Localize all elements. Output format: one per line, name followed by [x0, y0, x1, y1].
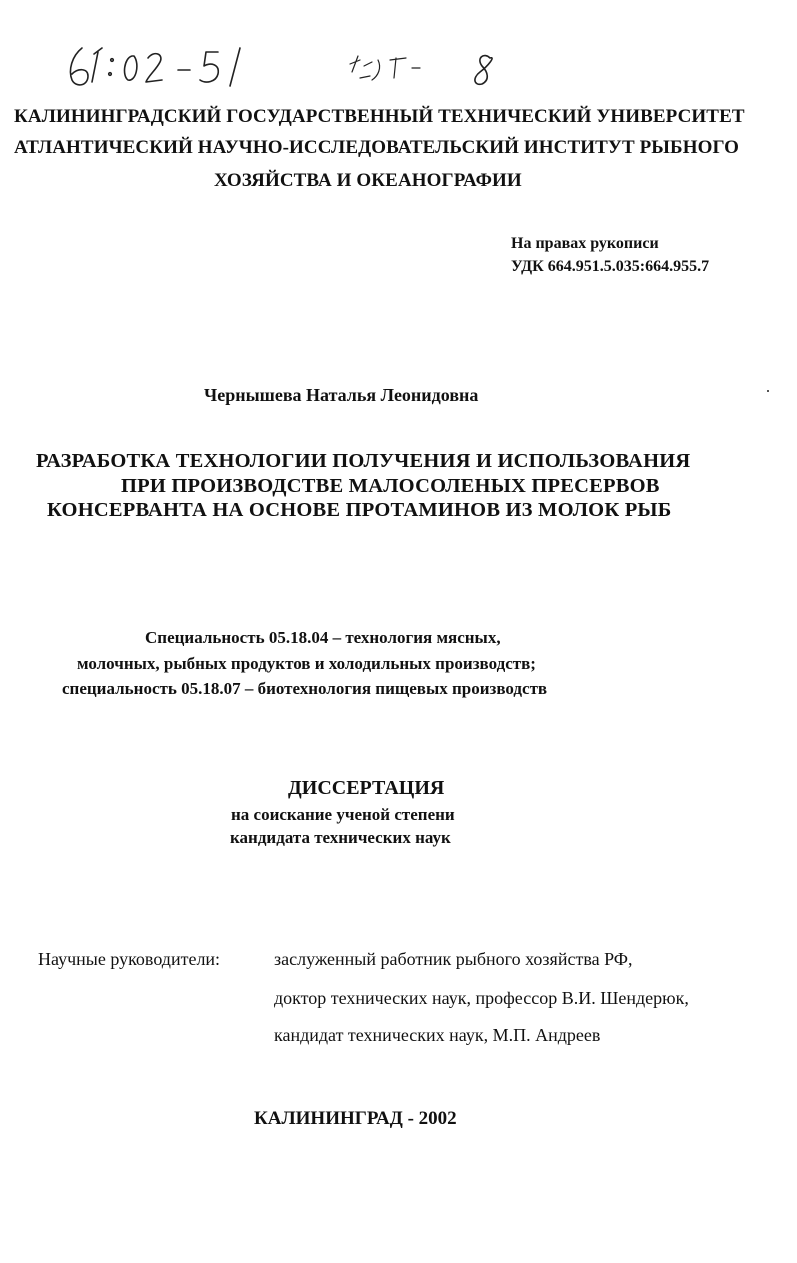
- specialty-line-3: специальность 05.18.07 – биотехнология пищевых производств: [62, 679, 548, 698]
- supervisor-line-1: заслуженный работник рыбного хозяйства РФ,: [274, 949, 633, 969]
- specialty-line-1: Специальность 05.18.04 – технология мясных,: [145, 628, 501, 647]
- supervisor-line-3: кандидат технических наук, М.П. Андреев: [274, 1025, 601, 1045]
- handwritten-archive-note: [60, 38, 530, 98]
- institution-line-1: КАЛИНИНГРАДСКИЙ ГОСУДАРСТВЕННЫЙ ТЕХНИЧЕСКИЙ УНИВЕРСИТЕТ: [14, 106, 745, 127]
- degree-line-1: на соискание ученой степени: [231, 805, 455, 824]
- supervisors-label: Научные руководители:: [38, 949, 221, 969]
- document-type: ДИССЕРТАЦИЯ: [288, 777, 445, 799]
- author-name: Чернышева Наталья Леонидовна: [204, 385, 479, 405]
- supervisor-line-2: доктор технических наук, профессор В.И. Шендерюк,: [274, 988, 689, 1008]
- scan-speck: [767, 390, 769, 392]
- specialty-line-2: молочных, рыбных продуктов и холодильных производств;: [77, 654, 536, 673]
- city-year: КАЛИНИНГРАД - 2002: [254, 1108, 457, 1129]
- udc-code: УДК 664.951.5.035:664.955.7: [511, 258, 710, 275]
- thesis-title-line-1: РАЗРАБОТКА ТЕХНОЛОГИИ ПОЛУЧЕНИЯ И ИСПОЛЬЗОВАНИЯ: [36, 450, 691, 472]
- thesis-title-line-3: КОНСЕРВАНТА НА ОСНОВЕ ПРОТАМИНОВ ИЗ МОЛОК РЫБ: [47, 499, 672, 521]
- manuscript-rights: На правах рукописи: [511, 235, 659, 252]
- thesis-title-line-2: ПРИ ПРОИЗВОДСТВЕ МАЛОСОЛЕНЫХ ПРЕСЕРВОВ: [121, 475, 660, 497]
- institution-line-3: ХОЗЯЙСТВА И ОКЕАНОГРАФИИ: [214, 170, 522, 191]
- degree-line-2: кандидата технических наук: [230, 828, 451, 847]
- institution-line-2: АТЛАНТИЧЕСКИЙ НАУЧНО-ИССЛЕДОВАТЕЛЬСКИЙ ИНСТИТУТ РЫБНОГО: [14, 137, 740, 158]
